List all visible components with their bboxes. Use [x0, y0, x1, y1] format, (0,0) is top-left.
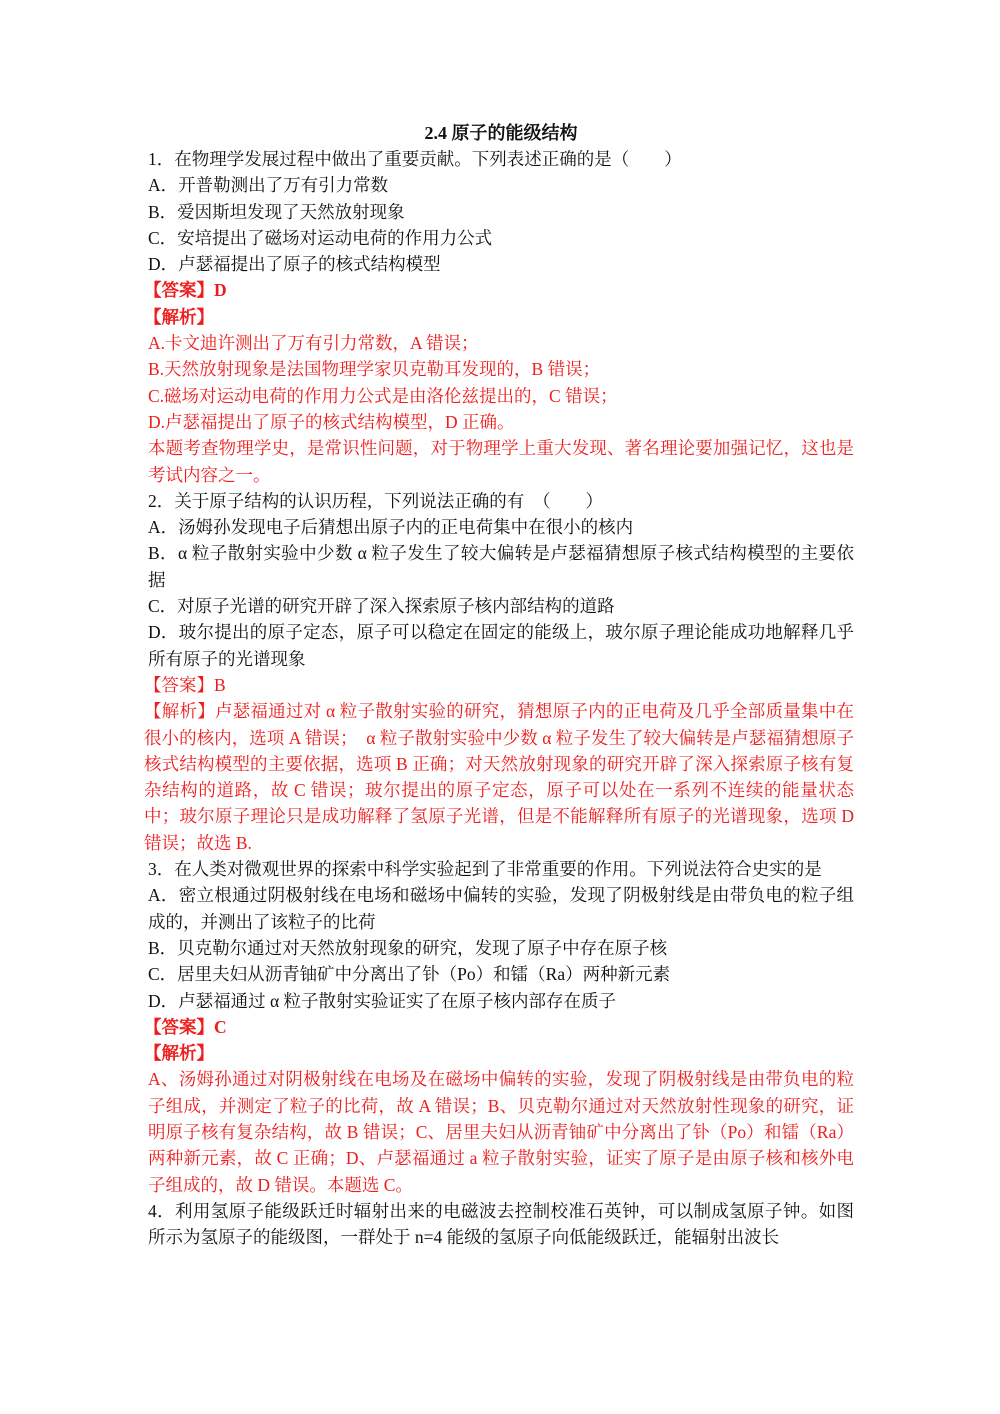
- question-1: [144, 146, 854, 488]
- question-stem: 4．利用氢原子能级跃迁时辐射出来的电磁波去控制校准石英钟，可以制成氢原子钟。如图所示为氢原子的能级图，一群处于 n=4 能级的氢原子向低能级跃迁，能辐射出波长: [148, 1200, 854, 1248]
- option-d: D．玻尔提出的原子定态，原子可以稳定在固定的能级上，玻尔原子理论能成功地解释几乎所有原子的光谱现象: [148, 622, 854, 669]
- analysis: A、汤姆孙通过对阴极射线在电场及在磁场中偏转的实验，发现了阴极射线是由带负电的粒子组成，并测定了粒子的比荷，故 A 错误；B、贝克勒尔通过对天然放射性现象的研究，证明原子核有复杂结构，故 B 错误；C、居里夫妇从沥青铀矿中分离出了钋（Po）和镭（Ra）两种新元素，故 C 正确；D、卢瑟福通过 a 粒子散射实验，证实了原子是由原子核和核外电子组成的，故 D 错误。本题选 C。: [148, 1069, 854, 1195]
- option-a: A．开普勒测出了万有引力常数: [148, 175, 389, 196]
- option-d: D．卢瑟福提出了原子的核式结构模型: [148, 254, 441, 275]
- analysis-line: 本题考查物理学史，是常识性问题，对于物理学上重大发现、著名理论要加强记忆，这也是考试内容之一。: [148, 438, 854, 485]
- analysis: 【解析】卢瑟福通过对 α 粒子散射实验的研究，猜想原子内的正电荷及几乎全部质量集中在很小的核内，选项 A 错误； α 粒子散射实验中少数 α 粒子发生了较大偏转是卢瑟福猜想原子核式结构模型的主要依据，选项 B 正确；对天然放射现象的研究开辟了深入探索原子核有复杂结构的道路，故 C 错误；玻尔提出的原子定态，原子可以处在一系列不连续的能量状态中；玻尔原子理论只是成功解释了氢原子光谱，但是不能解释所有原子的光谱现象，选项 D 错误；故选 B.: [144, 701, 854, 853]
- question-stem: 2．关于原子结构的认识历程，下列说法正确的有 （ ）: [148, 490, 603, 511]
- option-a: A．密立根通过阴极射线在电场和磁场中偏转的实验，发现了阴极射线是由带负电的粒子组成的，并测出了该粒子的比荷: [148, 885, 854, 932]
- option-b: B．爱因斯坦发现了天然放射现象: [148, 201, 405, 222]
- page-title: 2.4 原子的能级结构: [424, 123, 578, 143]
- question-stem: 3．在人类对微观世界的探索中科学实验起到了非常重要的作用。下列说法符合史实的是: [148, 859, 822, 880]
- option-a: A．汤姆孙发现电子后猜想出原子内的正电荷集中在很小的核内: [148, 517, 634, 538]
- question-stem: 1．在物理学发展过程中做出了重要贡献。下列表述正确的是（ ）: [148, 149, 682, 169]
- document-page: [144, 120, 854, 1250]
- option-b: B．α 粒子散射实验中少数 α 粒子发生了较大偏转是卢瑟福猜想原子核式结构模型的主要依据: [148, 543, 854, 590]
- answer: 【答案】C: [144, 1016, 227, 1037]
- answer: 【答案】D: [144, 280, 227, 301]
- option-c: C．对原子光谱的研究开辟了深入探索原子核内部结构的道路: [148, 596, 615, 617]
- option-c: C．居里夫妇从沥青铀矿中分离出了钋（Po）和镭（Ra）两种新元素: [148, 964, 671, 985]
- analysis-line: A.卡文迪许测出了万有引力常数，A 错误；: [148, 333, 479, 354]
- analysis-label: 【解析】: [144, 306, 214, 327]
- option-d: D．卢瑟福通过 α 粒子散射实验证实了在原子核内部存在质子: [148, 990, 617, 1011]
- question-2: [144, 488, 854, 856]
- option-c: C．安培提出了磁场对运动电荷的作用力公式: [148, 227, 493, 248]
- analysis-line: D.卢瑟福提出了原子的核式结构模型，D 正确。: [148, 411, 515, 432]
- analysis-line: B.天然放射现象是法国物理学家贝克勒耳发现的，B 错误；: [148, 359, 601, 380]
- analysis-line: C.磁场对运动电荷的作用力公式是由洛伦兹提出的，C 错误；: [148, 385, 618, 406]
- analysis-label: 【解析】: [144, 1043, 214, 1064]
- question-4: [148, 1198, 854, 1251]
- answer: 【答案】B: [144, 674, 226, 695]
- question-3: [144, 856, 854, 1198]
- option-b: B．贝克勒尔通过对天然放射现象的研究，发现了原子中存在原子核: [148, 937, 668, 958]
